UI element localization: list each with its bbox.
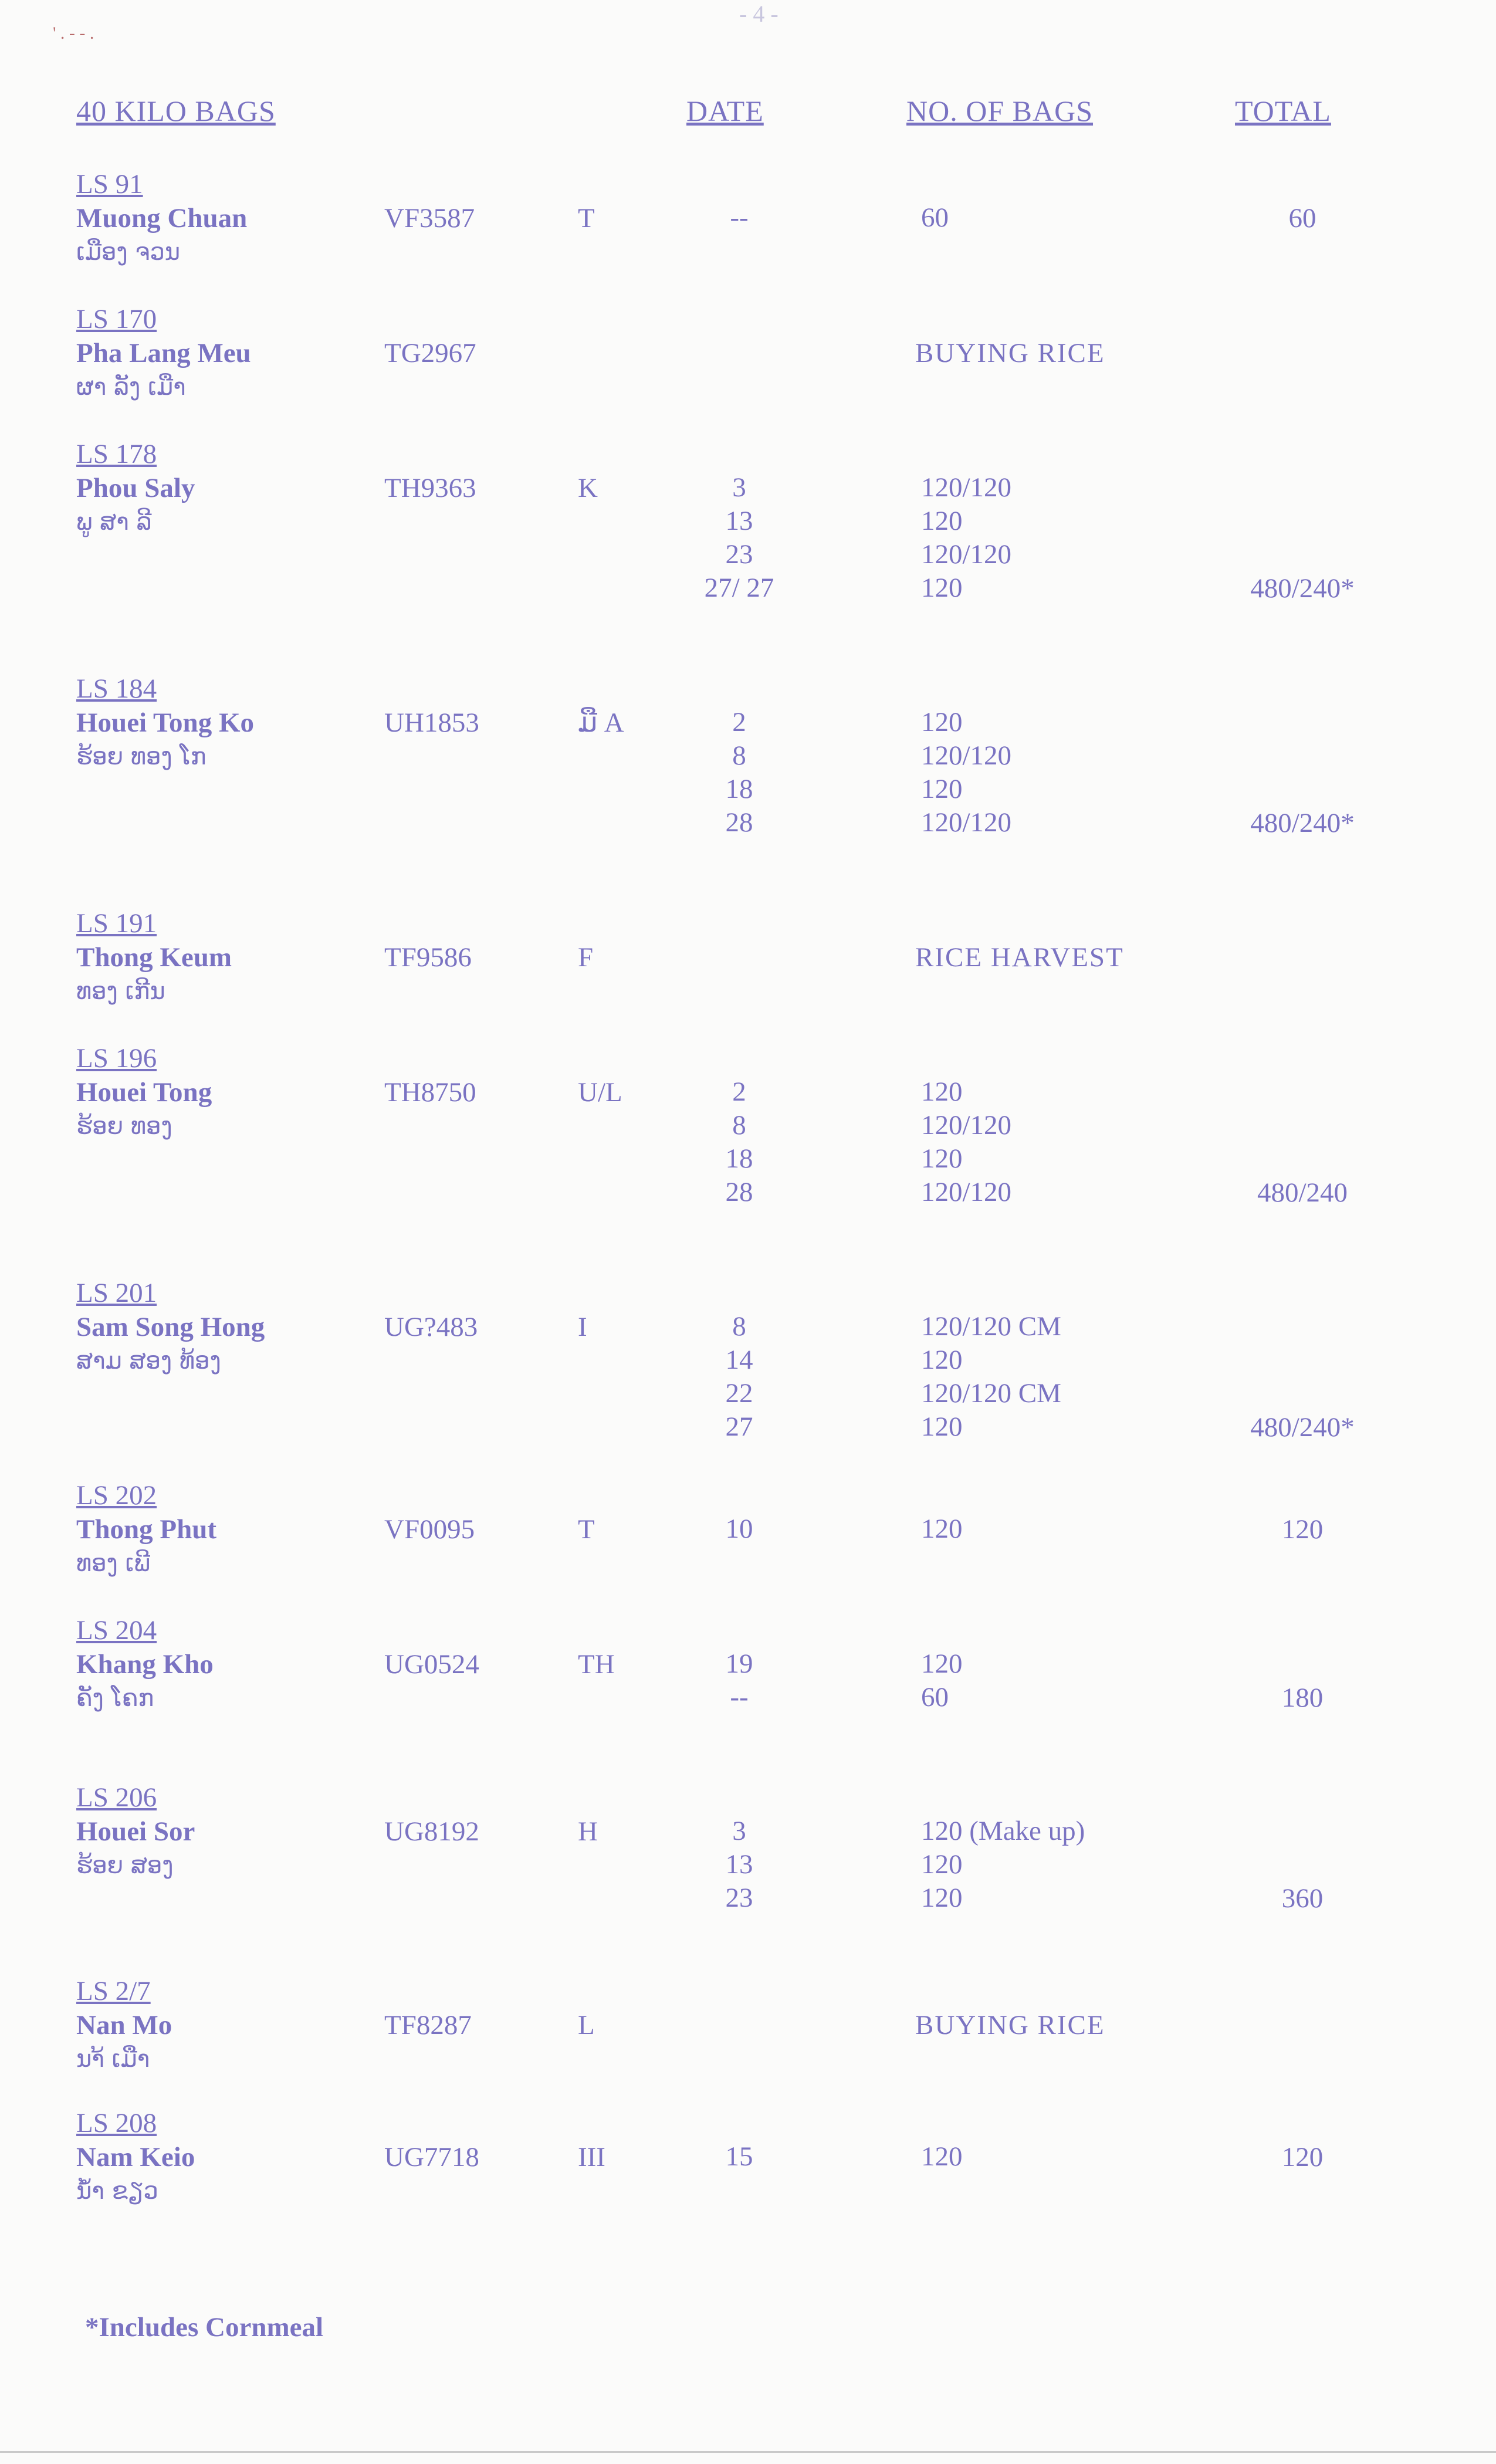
site-code: LS 196 — [76, 1043, 157, 1074]
bag-count: 120 — [921, 1345, 963, 1375]
bag-count: 120/120 — [921, 807, 1012, 838]
date-value: 14 — [725, 1345, 753, 1375]
total-value: 120 — [1281, 2142, 1324, 2172]
grid-reference: TH8750 — [384, 1077, 476, 1108]
grid-reference: UG7718 — [384, 2142, 479, 2172]
site-name: Nan Mo — [76, 2010, 172, 2040]
site-code: LS 170 — [76, 304, 157, 334]
site-name: Thong Phut — [76, 1514, 217, 1545]
zone-code: T — [578, 1514, 595, 1545]
status-note: RICE HARVEST — [915, 942, 1124, 973]
date-value: 28 — [725, 1177, 753, 1207]
site-name: Nam Keio — [76, 2142, 195, 2172]
entry-row — [0, 2106, 1496, 2282]
grid-reference: TG2967 — [384, 338, 476, 368]
grid-reference: UG0524 — [384, 1649, 479, 1680]
dates-column — [692, 1815, 786, 1915]
site-code: LS 91 — [76, 169, 143, 199]
site-name: Houei Tong Ko — [76, 708, 254, 738]
header-section: 40 KILO BAGS — [76, 94, 276, 127]
bag-count: 60 — [921, 1682, 949, 1712]
total-value: 180 — [1281, 1683, 1324, 1713]
date-value: 3 — [732, 1816, 746, 1846]
bag-count: 120/120 — [921, 740, 1012, 771]
site-name-lao: ທອງ ເກີນ — [76, 978, 165, 1005]
date-value: 27 — [725, 1412, 753, 1442]
grid-reference: TF9586 — [384, 942, 472, 973]
bag-count: 120 (Make up) — [921, 1816, 1085, 1846]
bag-count: 120 — [921, 506, 963, 536]
bags-column — [921, 1815, 1214, 1915]
date-value: 27/ 27 — [704, 573, 774, 603]
total-value: 360 — [1281, 1883, 1324, 1914]
total-value: 480/240* — [1250, 808, 1355, 838]
bag-count: 120 — [921, 1143, 963, 1174]
bag-count: 120 — [921, 1849, 963, 1880]
zone-code: ມື A — [578, 708, 624, 738]
date-value: 23 — [725, 1883, 753, 1913]
total-value: 480/240* — [1250, 1412, 1355, 1443]
status-note: BUYING RICE — [915, 2010, 1105, 2040]
site-code: LS 191 — [76, 908, 157, 939]
bag-count: 120/120 — [921, 472, 1012, 503]
entry-row — [0, 1276, 1496, 1452]
site-name: Sam Song Hong — [76, 1312, 265, 1342]
bags-column — [921, 706, 1214, 840]
site-name: Muong Chuan — [76, 203, 248, 233]
header-total: TOTAL — [1235, 94, 1331, 127]
bag-count: 120 — [921, 1649, 963, 1679]
entry-row — [0, 1781, 1496, 1957]
dates-column — [692, 2140, 786, 2174]
date-value: 10 — [725, 1514, 753, 1544]
site-name: Pha Lang Meu — [76, 338, 251, 368]
date-value: 2 — [732, 1077, 746, 1107]
bag-count: 120/120 CM — [921, 1311, 1061, 1342]
grid-reference: TH9363 — [384, 473, 476, 503]
grid-reference: UG8192 — [384, 1816, 479, 1847]
bags-column — [921, 1512, 1214, 1546]
date-value: 15 — [725, 2141, 753, 2172]
dates-column — [692, 1310, 786, 1444]
bag-count: 120 — [921, 1412, 963, 1442]
bags-column — [921, 201, 1214, 235]
entry-row — [0, 672, 1496, 848]
date-value: 2 — [732, 707, 746, 737]
zone-code: T — [578, 203, 595, 233]
bag-count: 120 — [921, 573, 963, 603]
site-name: Thong Keum — [76, 942, 232, 973]
date-value: 13 — [725, 1849, 753, 1880]
date-value: 19 — [725, 1649, 753, 1679]
zone-code: L — [578, 2010, 595, 2040]
site-name-lao: ຄັງ ໂຄກ — [76, 1685, 154, 1712]
bag-count: 120 — [921, 1514, 963, 1544]
site-name-lao: ສາມ ສອງ ທ້ອງ — [76, 1348, 221, 1375]
header-date: DATE — [686, 94, 764, 127]
date-value: 18 — [725, 774, 753, 804]
bags-column — [921, 1647, 1214, 1714]
bag-count: 120 — [921, 774, 963, 804]
site-name: Phou Saly — [76, 473, 195, 503]
bag-count: 120 — [921, 2141, 963, 2172]
date-value: 8 — [732, 1110, 746, 1140]
site-code: LS 201 — [76, 1278, 157, 1308]
grid-reference: VF3587 — [384, 203, 475, 233]
date-value: 28 — [725, 807, 753, 838]
entry-row — [0, 1613, 1496, 1789]
site-code: LS 184 — [76, 673, 157, 704]
site-name-lao: ນ້ຳ ຂຽວ — [76, 2178, 158, 2205]
dates-column — [692, 1075, 786, 1209]
total-value: 480/240 — [1257, 1177, 1348, 1208]
dates-column — [692, 706, 786, 840]
bags-column — [921, 471, 1214, 605]
date-value: 23 — [725, 539, 753, 570]
total-value: 60 — [1288, 203, 1316, 233]
grid-reference: VF0095 — [384, 1514, 475, 1545]
site-name-lao: ຮ້ອຍ ສອງ — [76, 1852, 174, 1879]
bag-count: 120 — [921, 1077, 963, 1107]
date-value: 8 — [732, 1311, 746, 1342]
corner-mark: ' . - - . — [53, 23, 94, 43]
site-code: LS 204 — [76, 1615, 157, 1646]
date-value: 22 — [725, 1378, 753, 1409]
dates-column — [692, 1512, 786, 1546]
grid-reference: TF8287 — [384, 2010, 472, 2040]
total-value: 120 — [1281, 1514, 1324, 1545]
status-note: BUYING RICE — [915, 338, 1105, 368]
bag-count: 120/120 CM — [921, 1378, 1061, 1409]
site-name-lao: ຜາ ລັງ ເມືາ — [76, 374, 186, 401]
date-value: -- — [730, 202, 749, 233]
site-name-lao: ເມືອງ ຈວນ — [76, 239, 181, 266]
dates-column — [692, 471, 786, 605]
bottom-edge — [0, 2451, 1496, 2453]
site-name-lao: ຮ້ອຍ ທອງ — [76, 1113, 172, 1140]
site-name-lao: ຮ້ອຍ ທອງ ໂກ — [76, 743, 207, 770]
zone-code: K — [578, 473, 598, 503]
bags-column — [921, 2140, 1214, 2174]
header-bags: NO. OF BAGS — [906, 94, 1094, 127]
date-value: -- — [730, 1682, 749, 1712]
bag-count: 120 — [921, 1883, 963, 1913]
dates-column — [692, 201, 786, 235]
footnote: *Includes Cornmeal — [85, 2312, 324, 2343]
site-code: LS 202 — [76, 1480, 157, 1511]
bag-count: 120/120 — [921, 539, 1012, 570]
site-name: Khang Kho — [76, 1649, 214, 1680]
page-number: - 4 - — [739, 1, 779, 27]
grid-reference: UG?483 — [384, 1312, 478, 1342]
entry-row — [0, 1041, 1496, 1217]
zone-code: F — [578, 942, 594, 973]
dates-column — [692, 1647, 786, 1714]
date-value: 18 — [725, 1143, 753, 1174]
bag-count: 60 — [921, 202, 949, 233]
total-value: 480/240* — [1250, 573, 1355, 604]
site-name: Houei Sor — [76, 1816, 195, 1847]
site-name-lao: ພູ ສາ ລີ — [76, 509, 152, 536]
site-code: LS 2/7 — [76, 1976, 151, 2006]
site-code: LS 178 — [76, 439, 157, 469]
date-value: 8 — [732, 740, 746, 771]
date-value: 13 — [725, 506, 753, 536]
zone-code: I — [578, 1312, 587, 1342]
zone-code: U/L — [578, 1077, 622, 1108]
bags-column — [921, 1310, 1214, 1444]
bag-count: 120/120 — [921, 1110, 1012, 1140]
zone-code: H — [578, 1816, 598, 1847]
site-code: LS 206 — [76, 1782, 157, 1813]
site-name-lao: ທອງ ເພີ — [76, 1550, 150, 1577]
bags-column — [921, 1075, 1214, 1209]
date-value: 3 — [732, 472, 746, 503]
site-name: Houei Tong — [76, 1077, 212, 1108]
bag-count: 120 — [921, 707, 963, 737]
bag-count: 120/120 — [921, 1177, 1012, 1207]
entry-row — [0, 437, 1496, 613]
zone-code: TH — [578, 1649, 615, 1680]
zone-code: III — [578, 2142, 605, 2172]
grid-reference: UH1853 — [384, 708, 479, 738]
site-name-lao: ນາ້ ເມືາ — [76, 2046, 150, 2073]
site-code: LS 208 — [76, 2108, 157, 2138]
